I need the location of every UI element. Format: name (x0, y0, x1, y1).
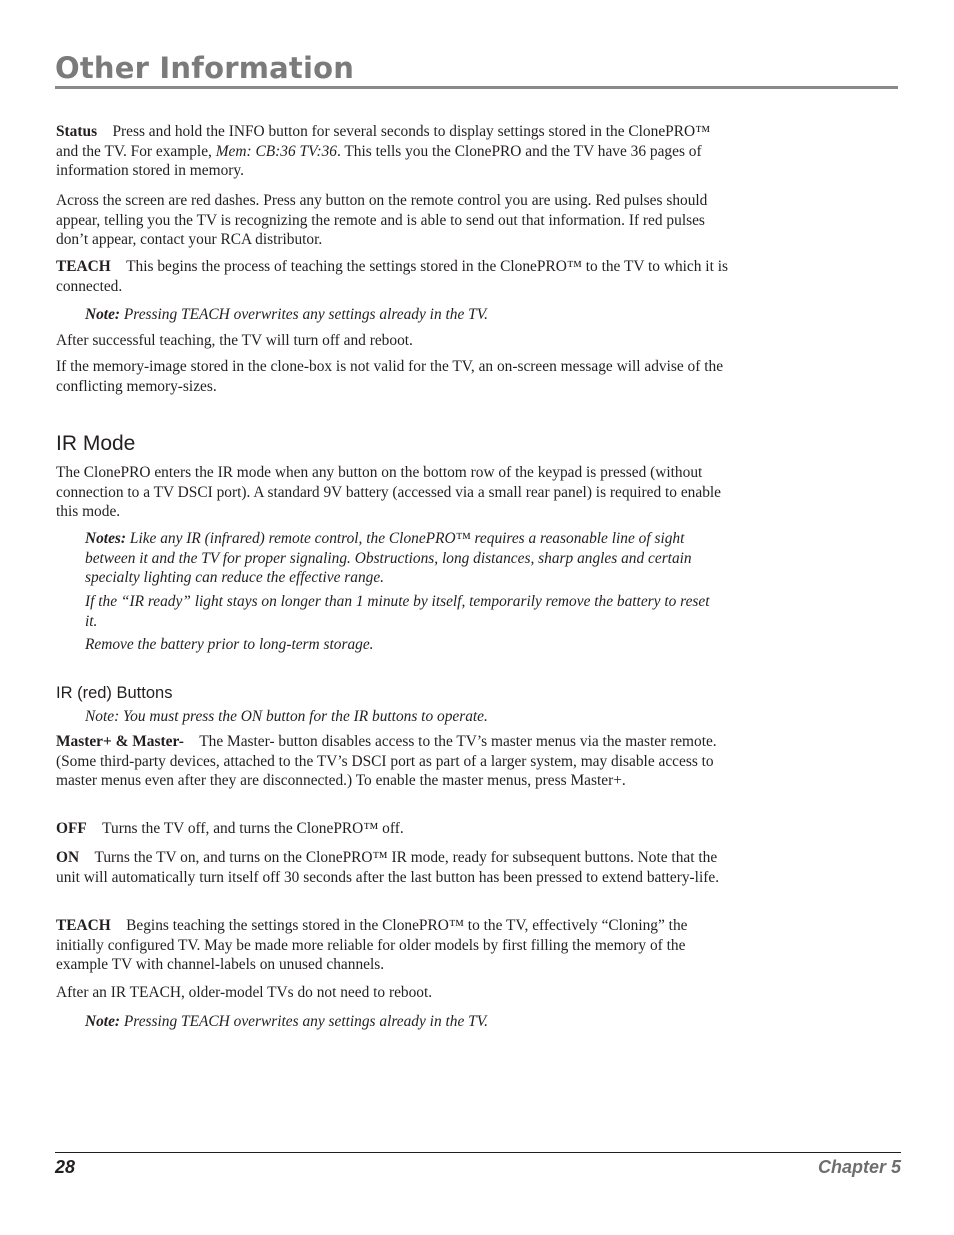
ir-mode-heading: IR Mode (56, 432, 136, 455)
chapter-label: Chapter 5 (817, 1157, 901, 1177)
off-text: Turns the TV off, and turns the ClonePRO™ off. (102, 820, 404, 837)
ir-notes (85, 529, 725, 588)
on-lead: ON (56, 849, 80, 866)
off-lead: OFF (56, 820, 87, 837)
note-text: Pressing TEACH overwrites any settings already in the TV. (120, 306, 488, 323)
teach-paragraph (56, 257, 728, 296)
ir-buttons-note: Note: You must press the ON button for the IR buttons to operate. (85, 708, 488, 725)
ir-teach-lead: TEACH (56, 917, 111, 934)
master-paragraph (56, 732, 728, 791)
ir-teach-paragraph (56, 916, 728, 975)
note-lead: Note: (85, 306, 121, 323)
status-text-b: . This tells you the ClonePRO and the TV have 36 pages of information stored in memory. (56, 142, 702, 180)
on-paragraph (56, 848, 728, 887)
footer-rule (55, 1152, 901, 1153)
status-text-a: Press and hold the INFO button for several seconds to display settings stored in the ClonePRO™ and the TV. For example, (56, 123, 711, 160)
title-rule (55, 86, 898, 89)
status-lead: Status (56, 123, 98, 140)
page-number: 28 (55, 1157, 76, 1177)
note-overwrite (85, 305, 725, 325)
teach-lead: TEACH (56, 258, 111, 275)
off-paragraph (56, 819, 728, 839)
ir-ready-note: If the “IR ready” light stays on longer than 1 minute by itself, temporarily remove the battery to reset it. (85, 593, 710, 630)
master-lead: Master+ & Master- (56, 733, 184, 750)
status-paragraph (56, 122, 728, 181)
teach-text: This begins the process of teaching the settings stored in the ClonePRO™ to the TV to which it is connected. (56, 258, 728, 295)
after-ir-teach-paragraph: After an IR TEACH, older-model TVs do not need to reboot. (56, 984, 433, 1001)
dashes-paragraph: Across the screen are red dashes. Press any button on the remote control you are using. Red pulses should appear, telling you the TV is recognizing the remote and is able to send out that information. If red pulses don’t appear, contact your RCA distributor. (56, 192, 708, 249)
on-text: Turns the TV on, and turns on the ClonePRO™ IR mode, ready for subsequent buttons. Note that the unit will automatically turn itself off 30 seconds after the last button has been pressed to extend battery-life. (56, 849, 720, 886)
note-overwrite-2 (85, 1012, 725, 1032)
page-title: Other Information (55, 51, 355, 85)
ir-mode-intro: The ClonePRO enters the IR mode when any button on the bottom row of the keypad is pressed (without connection to a TV DSCI port). A standard 9V battery (accessed via a small rear panel) is required to enable this mode. (56, 464, 722, 521)
notes-text: Like any IR (infrared) remote control, the ClonePRO™ requires a reasonable line of sight between it and the TV for proper signaling. Obstructions, long distances, sharp angles and certain specialty lighting can reduce the effective range. (85, 530, 692, 587)
note2-text: Pressing TEACH overwrites any settings already in the TV. (120, 1013, 488, 1030)
note2-lead: Note: (85, 1013, 121, 1030)
ir-buttons-heading: IR (red) Buttons (56, 684, 173, 702)
master-text: The Master- button disables access to the TV’s master menus via the master remote. (Some third-party devices, attached to the TV’s DSCI port as part of a larger system, may disable access to master menus even after they are disconnected.) To enable the master menus, press Master+. (56, 733, 717, 790)
memory-image-paragraph: If the memory-image stored in the clone-box is not valid for the TV, an on-screen message will advise of the conflicting memory-sizes. (56, 358, 724, 395)
after-teach-paragraph: After successful teaching, the TV will turn off and reboot. (56, 332, 413, 349)
battery-note: Remove the battery prior to long-term storage. (85, 636, 374, 653)
ir-teach-text: Begins teaching the settings stored in the ClonePRO™ to the TV, effectively “Cloning” the initially configured TV. May be made more reliable for older models by first filling the memory of the example TV with channel-labels on unused channels. (56, 917, 688, 974)
notes-lead: Notes: (85, 530, 127, 547)
status-example: Mem: CB:36 TV:36 (215, 142, 337, 160)
